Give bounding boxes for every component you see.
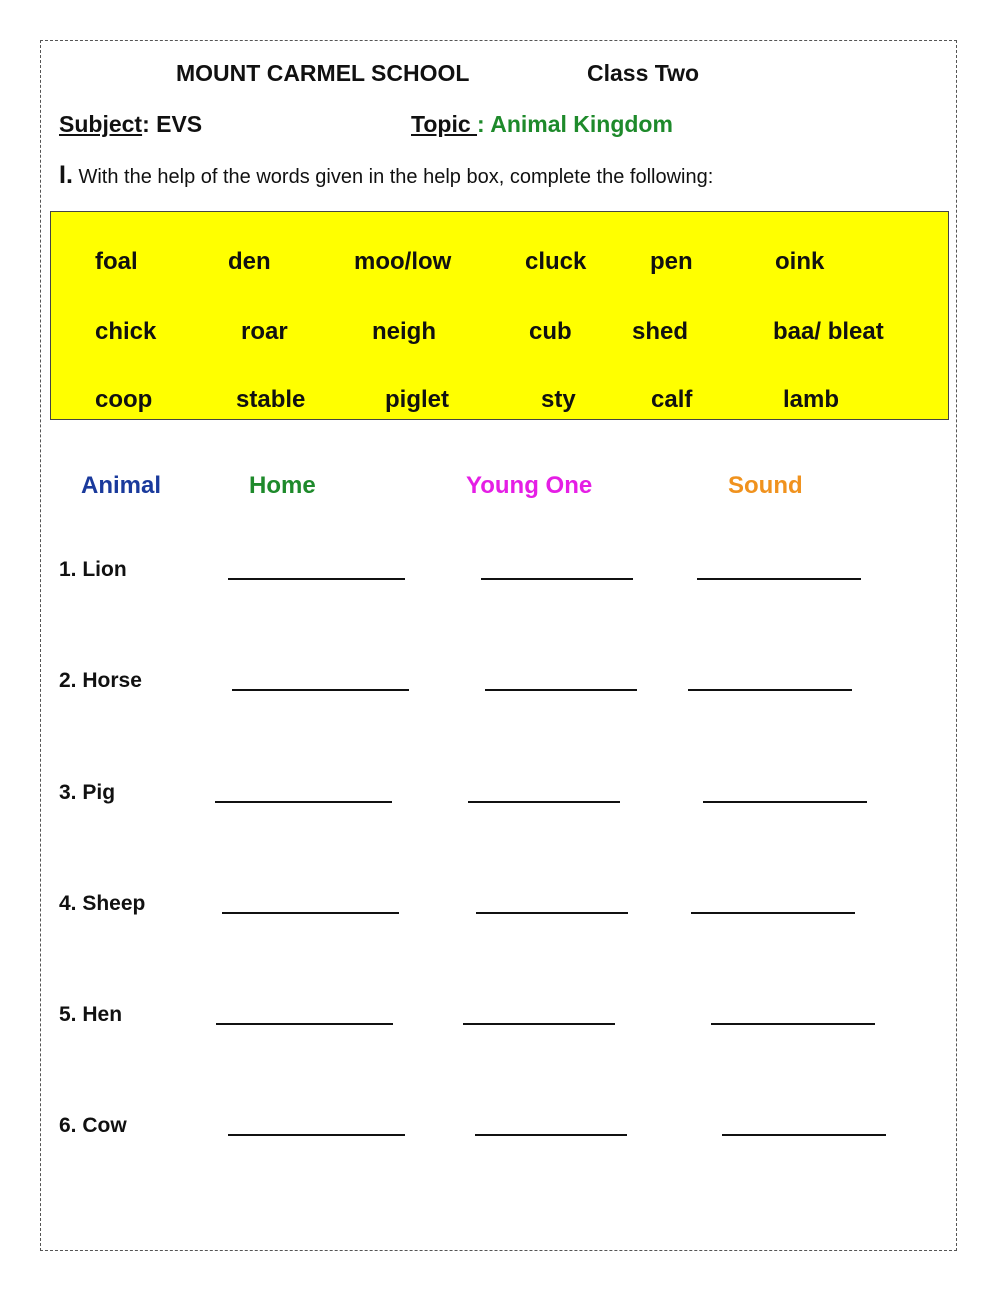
help-word: stable: [236, 386, 306, 413]
topic-value: : Animal Kingdom: [477, 111, 673, 137]
school-name: MOUNT CARMEL SCHOOL: [176, 60, 470, 86]
help-word: shed: [632, 318, 689, 345]
help-word: chick: [95, 318, 157, 345]
question-label: 3. Pig: [59, 781, 116, 804]
help-word: baa/ bleat: [773, 318, 884, 345]
young-one-blank[interactable]: [475, 1134, 627, 1136]
question-label: 4. Sheep: [59, 892, 146, 915]
help-word: cub: [529, 318, 572, 345]
sound-blank[interactable]: [697, 578, 861, 580]
column-header-sound: Sound: [728, 472, 803, 499]
subject-line: [59, 111, 202, 138]
subject-label: Subject: [59, 111, 143, 137]
home-blank[interactable]: [216, 1023, 393, 1025]
home-blank[interactable]: [228, 1134, 405, 1136]
instruction: [59, 161, 713, 190]
home-blank[interactable]: [228, 578, 405, 580]
help-word: piglet: [385, 386, 449, 413]
topic-line: [411, 111, 673, 138]
young-one-blank[interactable]: [481, 578, 633, 580]
young-one-blank[interactable]: [463, 1023, 615, 1025]
home-blank[interactable]: [232, 689, 409, 691]
home-blank[interactable]: [222, 912, 399, 914]
column-header-animal: Animal: [81, 472, 162, 499]
column-header-home: Home: [249, 472, 316, 499]
sound-blank[interactable]: [688, 689, 852, 691]
help-word: moo/low: [354, 248, 452, 275]
sound-blank[interactable]: [691, 912, 855, 914]
topic-label: Topic: [411, 111, 478, 137]
help-word: neigh: [372, 318, 436, 345]
question-label: 2. Horse: [59, 669, 142, 692]
instruction-text: With the help of the words given in the help box, complete the following:: [78, 166, 714, 188]
sound-blank[interactable]: [711, 1023, 875, 1025]
help-word: lamb: [783, 386, 840, 413]
column-header-young-one: Young One: [466, 472, 593, 499]
help-word: cluck: [525, 248, 587, 275]
instruction-number: I.: [59, 161, 73, 189]
subject-value: : EVS: [142, 111, 203, 137]
sound-blank[interactable]: [703, 801, 867, 803]
home-blank[interactable]: [215, 801, 392, 803]
question-label: 5. Hen: [59, 1003, 123, 1026]
help-word: sty: [541, 386, 576, 413]
help-word: calf: [651, 386, 693, 413]
sound-blank[interactable]: [722, 1134, 886, 1136]
young-one-blank[interactable]: [485, 689, 637, 691]
class-label: Class Two: [587, 60, 700, 86]
question-label: 6. Cow: [59, 1114, 127, 1137]
help-box: [50, 211, 949, 420]
help-word: coop: [95, 386, 153, 413]
help-word: oink: [775, 248, 825, 275]
help-word: den: [228, 248, 271, 275]
young-one-blank[interactable]: [476, 912, 628, 914]
help-word: pen: [650, 248, 693, 275]
young-one-blank[interactable]: [468, 801, 620, 803]
help-word: foal: [95, 248, 138, 275]
question-label: 1. Lion: [59, 558, 127, 581]
help-word: roar: [241, 318, 288, 345]
